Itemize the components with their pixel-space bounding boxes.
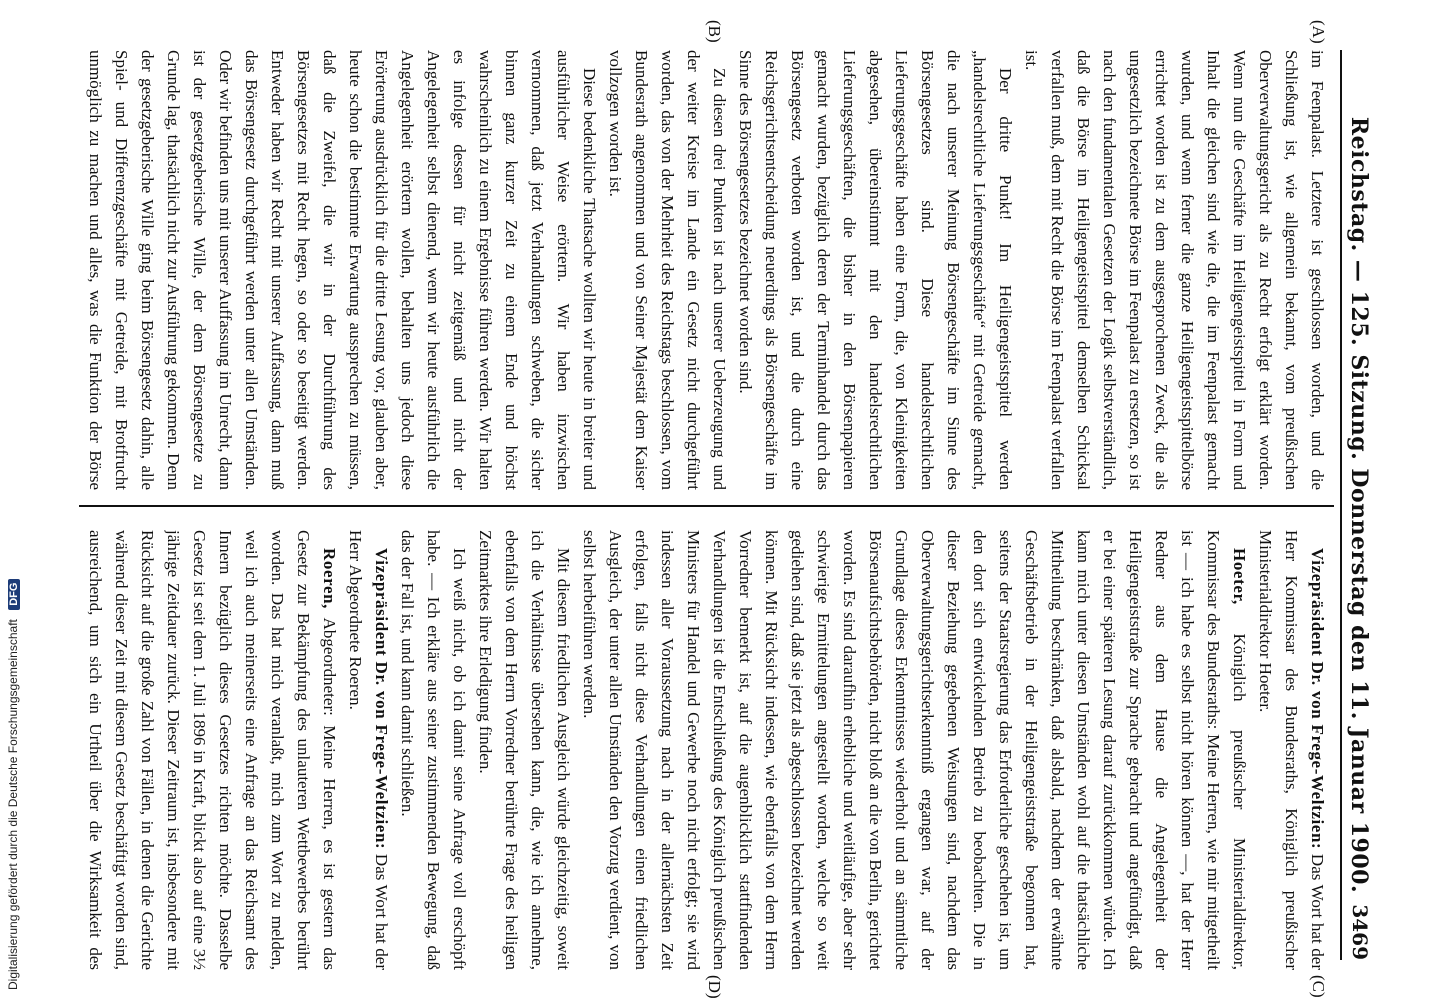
margin-marker-a: (A) — [1309, 20, 1328, 44]
paragraph: Der dritte Punkt! Im Heiligengeistspittel werden „handelsrechtliche Lieferungsgeschäfte“ mit Getreide gemacht, die nach unserer Meinung Börsengeschäfte im Sinne des Börsengesetzes sind. Diese handelsrechtlichen Lieferungsgeschäfte haben eine Form, die, von Kleinigkeiten abgesehen, übereinstimmt mit den handelsrechtlichen Lieferungsgeschäften, die bisher in den Börsenpapieren gemacht wurden, bezüglich deren der Terminhandel durch das Börsengesetz verboten worden ist, und die durch eine Reichsgerichtsentscheidung neuerdings als Börsengeschäfte im Sinne des Börsengesetzes bezeichnet worden sind. — [736, 50, 1015, 490]
paragraph — [576, 530, 1252, 970]
paragraph: Mit diesem friedlichen Ausgleich würde gleichzeitig, soweit ich die Verhältnisse übersehen kann, die, wie ich annehme, ebenfalls von dem Herrn Vorredner berührte Frage des heiligen Zeitmarktes ihre Erledigung finden. — [476, 530, 573, 970]
page-header — [1340, 50, 1374, 960]
right-column — [80, 530, 1330, 970]
paragraph — [80, 530, 342, 970]
credit-text: Digitalisierung gefördert durch die Deutsche Forschungsgemeinschaft — [6, 619, 20, 990]
page-title: Reichstag. — 125. Sitzung. Donnerstag den 11. Januar 1900. — [1346, 116, 1372, 894]
page-number: 3469 — [1348, 904, 1372, 960]
speaker-name: Hoeter, — [1230, 548, 1249, 605]
paragraph: Diese bedenkliche Thatsache wollten wir heute in breiter und ausführlicher Weise erörtern. Wir haben inzwischen vernommen, daß jetzt Verhandlungen schweben, die sicher binnen ganz kurzer Zeit zu einem Ende und höchst wahrscheinlich zu einem Ergebnisse führen werden. Wir halten es infolge dessen für nicht zeitgemäß und nicht der Angelegenheit selbst dienend, wenn wir heute ausführlich die Angelegenheit erörtern wollen, behalten uns jedoch diese Erörterung ausdrücklich für die dritte Lesung vor, glauben aber, heute schon die bestimmte Erwartung aussprechen zu müssen, daß die Zweifel, die wir in der Durchführung des Börsengesetzes mit Recht hegen, so oder so beseitigt werden. Entweder haben wir Recht mit unserer Auffassung, dann muß das Börsengesetz durchgeführt werden unter allen Umständen. Oder wir befinden uns mit unserer Auffassung im Unrecht, dann ist der gesetzgeberische Wille, der dem Börsengesetze zu Grunde lag, thatsächlich nicht zur Ausführung gekommen. Denn der gesetzgeberische Wille ging beim Börsengesetz dahin, alle Spiel- und Differenzgeschäfte mit Getreide, mit Brotfrucht unmöglich zu machen und alles, was die Funktion der Börse — [86, 50, 599, 490]
dfg-logo: DFG — [8, 579, 20, 610]
paragraph: Zu diesen drei Punkten ist nach unserer Ueberzeugung und der weiter Kreise im Lande ein Gesetz nicht durchgeführt worden, das von der Mehrheit des Reichstags beschlossen, vom Bundesrath angenommen und von Seiner Majestät dem Kaiser vollzogen worden ist. — [606, 50, 729, 490]
paragraph: im Feenpalast. Letztere ist geschlossen worden, und die Schließung ist, wie allgemein bekannt, vom preußischen Oberverwaltungsgericht als zu Recht erfolgt erklärt worden. Wenn nun die Geschäfte im Heiligengeistspittel in Form und Inhalt die gleichen sind wie die, die im Feenpalast gemacht wurden, und wenn ferner die ganze Heiligengeistspittelbörse errichtet worden ist zu dem ausgesprochenen Zweck, die als ungesetzlich bezeichnete Börse im Feenpalast zu ersetzen, so ist nach den fundamentalen Gesetzen der Logik selbstverständlich, daß die Börse im Heiligengeistspittel demselben Schicksal verfallen muß, dem mit Recht die Börse im Feenpalast verfallen ist. — [1022, 50, 1327, 490]
speaker-name: Vizepräsident Dr. von Frege-Weltzien: — [372, 548, 391, 850]
paragraph — [342, 530, 394, 970]
left-column — [80, 50, 1330, 490]
margin-marker-d: (D) — [705, 975, 724, 999]
margin-marker-b: (B) — [705, 20, 724, 43]
digitization-credit — [6, 170, 22, 990]
speaker-name: Vizepräsident Dr. von Frege-Weltzien: — [1308, 548, 1327, 850]
column-divider — [79, 505, 1334, 507]
speaker-name: Roeren, — [320, 548, 339, 610]
paragraph-text: Das Wort hat der Herr Kommissar des Bundesraths, Königlich preußischer Ministerialdirektor Hoeter. — [1256, 530, 1327, 970]
paragraph: Ich weiß nicht, ob ich damit seine Anfrage voll erschöpft habe. — Ich erkläre aus seiner zustimmenden Bewegung, daß das der Fall ist, und kann damit schließen. — [398, 530, 469, 970]
margin-marker-c: (C) — [1309, 975, 1328, 998]
paragraph-text: Das Wort hat der Herr Abgeordnete Roeren. — [346, 530, 391, 970]
paragraph — [1252, 530, 1330, 970]
paragraph-text: Abgeordneter: Meine Herren, es ist gestern das Gesetz zur Bekämpfung des unlauteren Wettbewerbes berührt worden. Das hat mich veranlaßt, mich zum Wort zu melden, weil ich auch meinerseits eine Anfrage an das Reichsamt des Innern bezüglich dieses Gesetzes richten möchte. Dasselbe Gesetz ist seit dem 1. Juli 1896 in Kraft, blickt also auf eine 3½ jährige Zeitdauer zurück. Dieser Zeitraum ist, insbesondere mit Rücksicht auf die große Zahl von Fällen, in denen die Gerichte während dieser Zeit mit diesem Gesetz beschäftigt worden sind, ausreichend, um sich ein Urtheil über die Wirksamkeit des — [86, 530, 339, 970]
document-page — [64, 10, 1384, 999]
paragraph-text: Königlich preußischer Ministerialdirektor, Kommissar des Bundesraths: Meine Herren, wie mir mitgetheilt ist — ich habe es selbst nicht hören können —, hat der Herr Redner aus dem Hause die Angelegenheit der Heiligengeiststraße zur Sprache gebracht und angefündigt, daß er bei einer späteren Lesung darauf zurückkommen würde. Ich kann mich unter diesen Umständen wohl auf die thatsächliche Mittheilung beschränken, daß alsbald, nachdem der erwähnte Geschäftsbetrieb in der Heiligengeiststraße begonnen hat, seitens der Staatsregierung das Erforderliche geschehen ist, um den dort sich entwickelnden Betrieb zu beobachten. Die in dieser Beziehung gegebenen Weisungen sind, nachdem das Oberverwaltungsgerichtserkenntniß ergangen war, auf der Grundlage dieses Erkenntnisses wiederholt und an sämmtliche Börsenaufsichtsbehörden, nicht bloß an die von Berlin, gerichtet worden. Es sind daraufhin erhebliche und weitläufige, aber sehr schwierige Ermittelungen angestellt worden, welche so weit gediehen sind, daß sie jetzt als abgeschlossen bezeichnet werden können. Mit Rücksicht indessen, wie ebenfalls von dem Herrn Vorredner bemerkt ist, auf die augenblicklich stattfindenden Verhandlungen ist die Entschließung des Königlich preußischen Ministers für Handel und Gewerbe noch nicht erfolgt; sie wird indessen aller Voraussetzung nach in der allernächsten Zeit erfolgen, falls nicht diese Verhandlungen einen friedlichen Ausgleich, der unter allen Umständen den Vorzug verdient, von selbst herbeiführen werden. — [580, 530, 1249, 970]
